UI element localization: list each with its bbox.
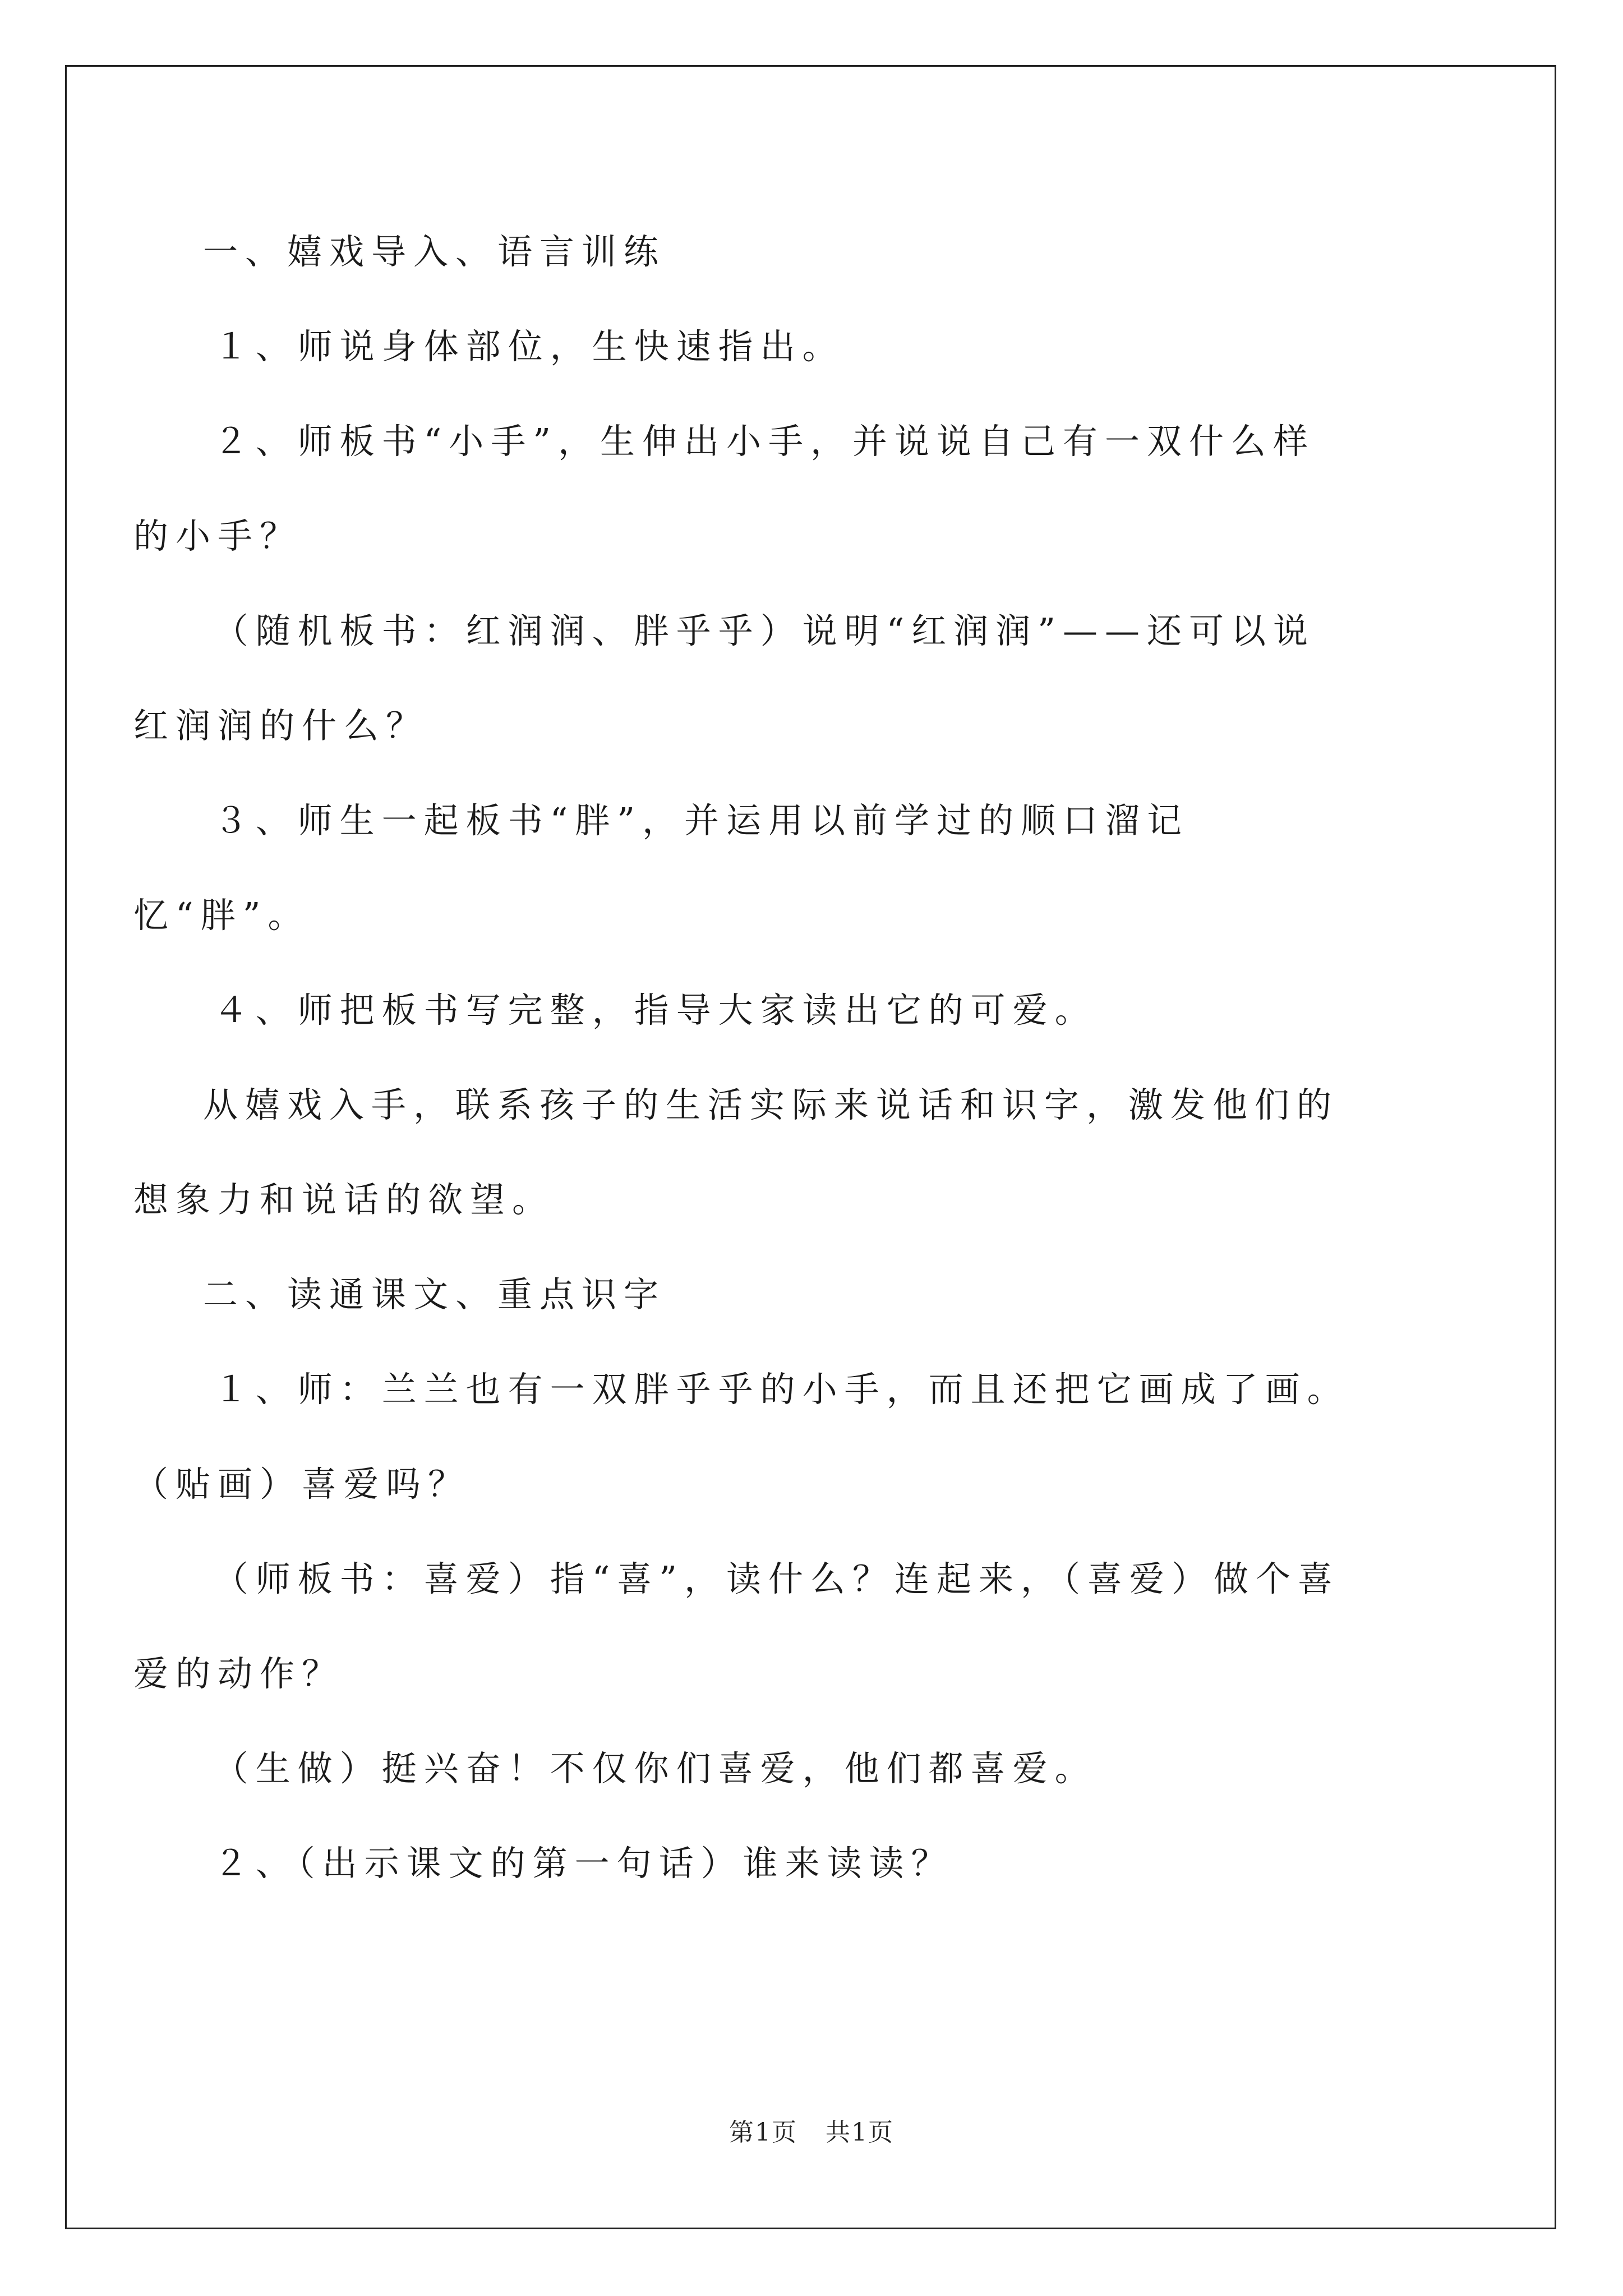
paragraph: （随机板书：红润润、胖乎乎）说明“红润润”——还可以说红润润的什么？	[133, 610, 1315, 746]
paragraph: ４、师把板书写完整，指导大家读出它的可爱。	[213, 990, 1097, 1030]
paragraph: １、师：兰兰也有一双胖乎乎的小手，而且还把它画成了画。（贴画）喜爱吗？	[133, 1369, 1349, 1504]
paragraph: （生做）挺兴奋！不仅你们喜爱，他们都喜爱。	[213, 1748, 1097, 1789]
paragraph: 从嬉戏入手，联系孩子的生活实际来说话和识字，激发他们的想象力和说话的欲望。	[133, 1084, 1339, 1220]
paragraph: １、师说身体部位，生快速指出。	[213, 326, 845, 367]
paragraph: ２、师板书“小手”，生伸出小手，并说说自己有一双什么样的小手？	[133, 421, 1315, 556]
paragraph: ３、师生一起板书“胖”，并运用以前学过的顺口溜记忆“胖”。	[133, 800, 1189, 936]
page-total: 共1页	[826, 2118, 894, 2147]
section-heading-1: 一、嬉戏导入、语言训练	[203, 231, 666, 272]
paragraph: ２、（出示课文的第一句话）谁来读读？	[213, 1843, 953, 1884]
document-body	[133, 204, 1356, 1911]
page-footer	[0, 2112, 1623, 2148]
paragraph: （师板书：喜爱）指“喜”，读什么？连起来，（喜爱）做个喜爱的动作？	[133, 1558, 1340, 1694]
section-heading-2: 二、读通课文、重点识字	[203, 1274, 666, 1315]
page-number: 第1页	[729, 2118, 797, 2147]
